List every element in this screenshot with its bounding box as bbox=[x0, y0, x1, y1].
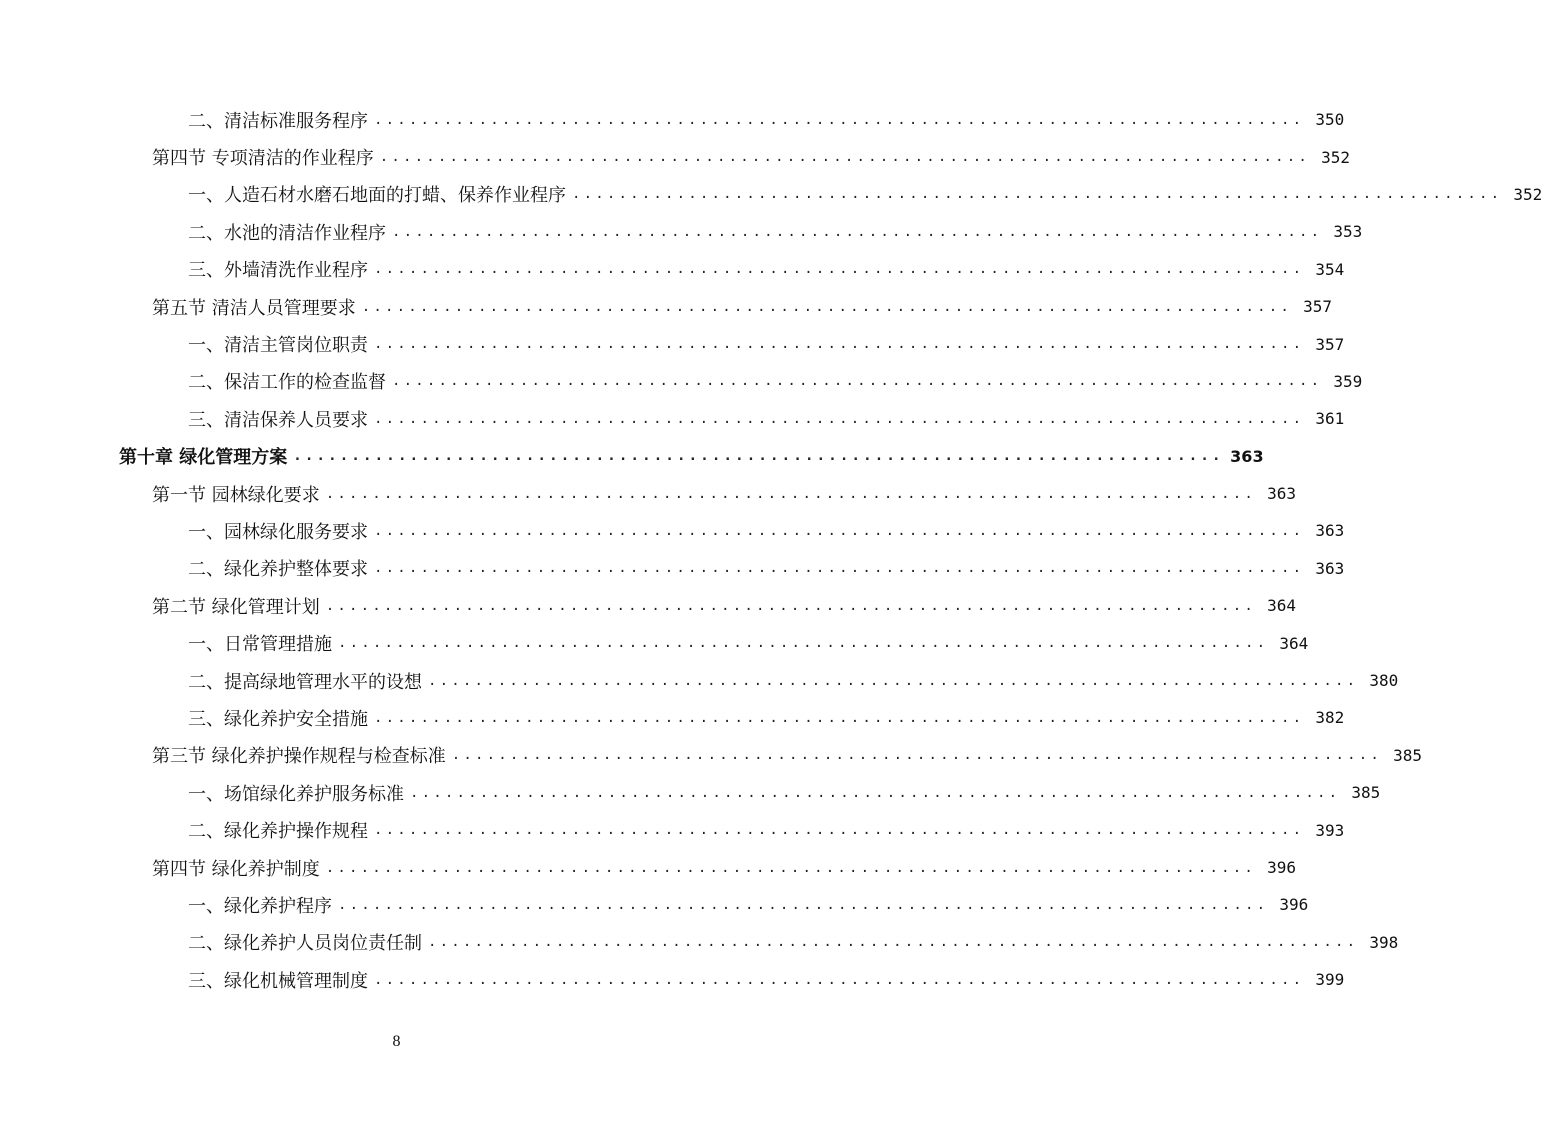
page-number: 8 bbox=[392, 1033, 401, 1050]
toc-entry-page-number: 385 bbox=[1393, 745, 1423, 765]
toc-entry-label: 二、水池的清洁作业程序 bbox=[188, 222, 386, 244]
dot-leader: ................................................................................ bbox=[338, 635, 1269, 652]
toc-entry-page-number: 363 bbox=[1267, 484, 1297, 504]
dot-leader: ................................................................................ bbox=[374, 560, 1305, 577]
toc-entry-page-number: 357 bbox=[1315, 334, 1345, 354]
toc-entry-item[interactable] bbox=[0, 325, 1345, 362]
dot-leader: ................................................................................ bbox=[325, 597, 1257, 614]
toc-entry-item[interactable] bbox=[0, 101, 1345, 138]
toc-entry-item[interactable] bbox=[0, 699, 1345, 736]
toc-entry-page-number: 353 bbox=[1333, 222, 1363, 242]
dot-leader: ................................................................................ bbox=[451, 747, 1383, 764]
toc-entry-label: 二、保洁工作的检查监督 bbox=[188, 372, 386, 394]
toc-entry-page-number: 357 bbox=[1303, 297, 1333, 317]
toc-entry-item[interactable] bbox=[0, 886, 1309, 923]
toc-entry-section[interactable] bbox=[0, 737, 1423, 774]
dot-leader: ................................................................................ bbox=[374, 971, 1305, 988]
toc-entry-page-number: 363 bbox=[1230, 446, 1264, 466]
dot-leader: ................................................................................ bbox=[410, 784, 1341, 801]
dot-leader: ................................................................................ bbox=[374, 709, 1305, 726]
toc-entry-page-number: 361 bbox=[1315, 409, 1345, 429]
toc-entry-page-number: 382 bbox=[1315, 708, 1345, 728]
toc-entry-item[interactable] bbox=[0, 550, 1345, 587]
toc-entry-label: 第二节 绿化管理计划 bbox=[152, 596, 320, 618]
dot-leader: ................................................................................ bbox=[361, 298, 1293, 315]
dot-leader: ................................................................................ bbox=[392, 373, 1323, 390]
toc-entry-label: 一、绿化养护程序 bbox=[188, 895, 332, 917]
toc-entry-item[interactable] bbox=[0, 811, 1345, 848]
toc-entry-item[interactable] bbox=[0, 774, 1381, 811]
toc-entry-label: 第一节 园林绿化要求 bbox=[152, 484, 320, 506]
toc-entry-page-number: 350 bbox=[1315, 110, 1345, 130]
toc-entry-item[interactable] bbox=[0, 176, 1542, 213]
toc-entry-page-number: 363 bbox=[1315, 558, 1345, 578]
toc-entry-label: 三、外墙清洗作业程序 bbox=[188, 260, 368, 282]
dot-leader: ................................................................................ bbox=[374, 336, 1305, 353]
toc-entry-label: 一、场馆绿化养护服务标准 bbox=[188, 783, 404, 805]
dot-leader: ................................................................................ bbox=[374, 522, 1305, 539]
dot-leader: ................................................................................ bbox=[293, 448, 1224, 465]
toc-entry-page-number: 364 bbox=[1267, 596, 1297, 616]
dot-leader: ................................................................................ bbox=[572, 186, 1503, 203]
toc-entry-label: 一、园林绿化服务要求 bbox=[188, 521, 368, 543]
toc-entry-section[interactable] bbox=[0, 288, 1333, 325]
toc-entry-label: 三、清洁保养人员要求 bbox=[188, 409, 368, 431]
toc-entry-section[interactable] bbox=[0, 849, 1297, 886]
toc-entry-page-number: 399 bbox=[1315, 970, 1345, 990]
toc-entry-label: 一、日常管理措施 bbox=[188, 634, 332, 656]
toc-entry-label: 二、绿化养护人员岗位责任制 bbox=[188, 933, 422, 955]
dot-leader: ................................................................................ bbox=[374, 822, 1305, 839]
toc-entry-label: 二、提高绿地管理水平的设想 bbox=[188, 671, 422, 693]
toc-entry-label: 第五节 清洁人员管理要求 bbox=[152, 297, 356, 319]
dot-leader: ................................................................................ bbox=[338, 896, 1269, 913]
toc-entry-page-number: 396 bbox=[1279, 895, 1309, 915]
dot-leader: ................................................................................ bbox=[374, 111, 1305, 128]
dot-leader: ................................................................................ bbox=[428, 672, 1359, 689]
toc-entry-label: 一、清洁主管岗位职责 bbox=[188, 335, 368, 357]
toc-entry-page-number: 359 bbox=[1333, 371, 1363, 391]
toc-entry-label: 第四节 专项清洁的作业程序 bbox=[152, 148, 374, 170]
toc-entry-section[interactable] bbox=[0, 475, 1297, 512]
toc-entry-item[interactable] bbox=[0, 251, 1345, 288]
toc-entry-section[interactable] bbox=[0, 138, 1351, 175]
toc-entry-label: 二、绿化养护整体要求 bbox=[188, 559, 368, 581]
toc-entry-label: 二、绿化养护操作规程 bbox=[188, 821, 368, 843]
toc-entry-item[interactable] bbox=[0, 363, 1363, 400]
toc-entry-item[interactable] bbox=[0, 400, 1345, 437]
toc-entry-page-number: 398 bbox=[1369, 932, 1399, 952]
dot-leader: ................................................................................ bbox=[325, 859, 1257, 876]
toc-entry-item[interactable] bbox=[0, 512, 1345, 549]
toc-entry-label: 二、清洁标准服务程序 bbox=[188, 110, 368, 132]
dot-leader: ................................................................................ bbox=[374, 410, 1305, 427]
dot-leader: ................................................................................ bbox=[374, 261, 1305, 278]
toc-entry-page-number: 364 bbox=[1279, 633, 1309, 653]
dot-leader: ................................................................................ bbox=[392, 223, 1323, 240]
toc-entry-item[interactable] bbox=[0, 624, 1309, 661]
toc-entry-label: 一、人造石材水磨石地面的打蜡、保养作业程序 bbox=[188, 185, 566, 207]
toc-entry-item[interactable] bbox=[0, 924, 1399, 961]
toc-entry-page-number: 354 bbox=[1315, 259, 1345, 279]
toc-entry-label: 三、绿化养护安全措施 bbox=[188, 708, 368, 730]
table-of-contents bbox=[0, 101, 1542, 998]
toc-entry-label: 三、绿化机械管理制度 bbox=[188, 970, 368, 992]
toc-entry-page-number: 393 bbox=[1315, 820, 1345, 840]
toc-entry-label: 第三节 绿化养护操作规程与检查标准 bbox=[152, 746, 446, 768]
toc-entry-chapter[interactable] bbox=[0, 438, 1264, 475]
toc-entry-page-number: 396 bbox=[1267, 858, 1297, 877]
toc-entry-item[interactable] bbox=[0, 662, 1399, 699]
toc-entry-label: 第四节 绿化养护制度 bbox=[152, 858, 320, 880]
dot-leader: ................................................................................ bbox=[428, 934, 1359, 951]
toc-entry-page-number: 352 bbox=[1513, 184, 1542, 204]
toc-entry-page-number: 385 bbox=[1351, 783, 1381, 803]
toc-entry-item[interactable] bbox=[0, 213, 1363, 250]
toc-entry-page-number: 363 bbox=[1315, 521, 1345, 541]
toc-entry-item[interactable] bbox=[0, 961, 1345, 998]
toc-entry-page-number: 380 bbox=[1369, 671, 1399, 691]
toc-entry-page-number: 352 bbox=[1321, 147, 1351, 167]
toc-entry-section[interactable] bbox=[0, 587, 1297, 624]
dot-leader: ................................................................................ bbox=[325, 485, 1257, 502]
dot-leader: ................................................................................ bbox=[379, 149, 1311, 166]
toc-entry-label: 第十章 绿化管理方案 bbox=[119, 447, 288, 469]
